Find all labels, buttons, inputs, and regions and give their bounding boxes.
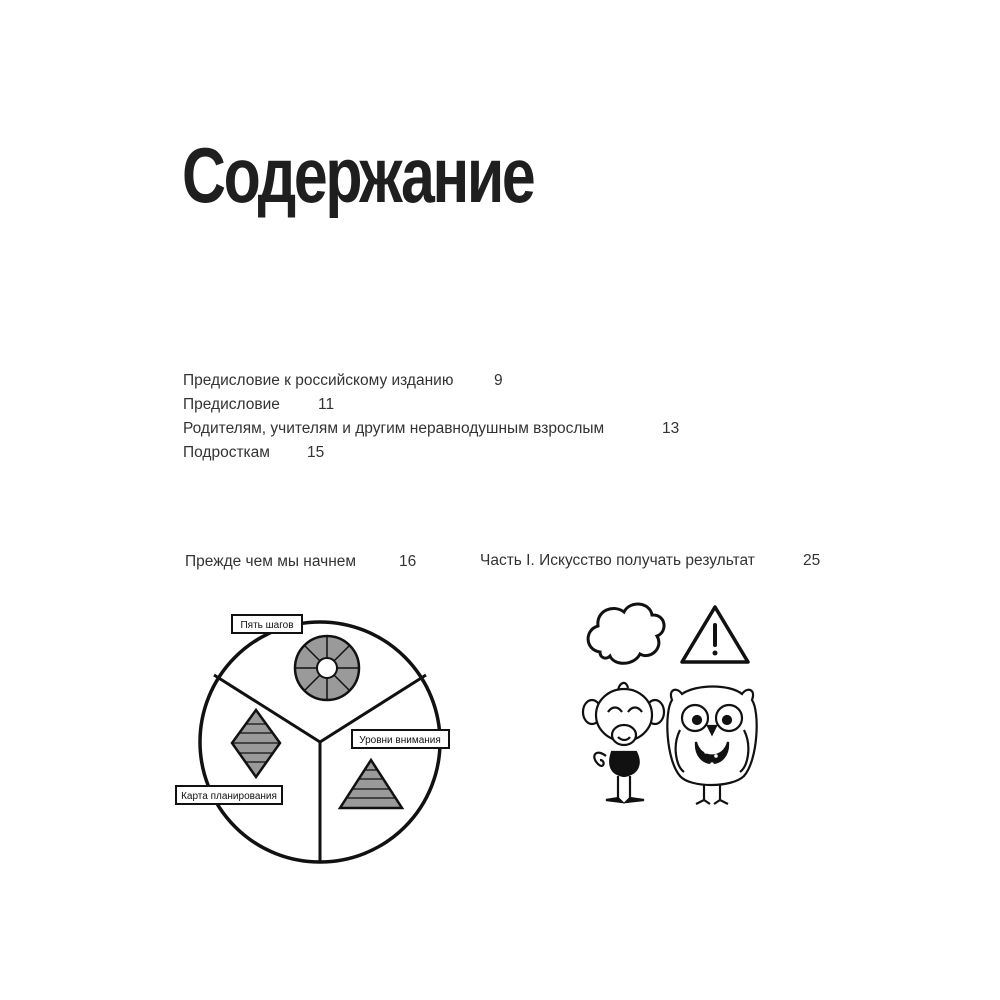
- warning-triangle-icon: [682, 607, 748, 662]
- section-entry-page: 25: [803, 552, 821, 569]
- page-title: Содержание: [182, 131, 534, 219]
- toc-entry-page: 13: [662, 420, 680, 437]
- three-part-circle-diagram: [176, 615, 449, 862]
- monkey-character-icon: [583, 683, 664, 802]
- five-steps-label: Пять шагов: [240, 620, 294, 631]
- toc-entry-text: Родителям, учителям и другим неравнодушным взрослым: [183, 420, 605, 437]
- toc-entry-text: Предисловие к российскому изданию: [183, 372, 454, 389]
- section-entry-page: 16: [399, 553, 417, 570]
- toc-entry-page: 15: [307, 444, 325, 461]
- toc-entry-text: Предисловие: [183, 396, 280, 413]
- owl-character-icon: [667, 687, 756, 805]
- planning-map-label: Карта планирования: [181, 791, 277, 802]
- toc-entry-page: 11: [318, 396, 335, 413]
- attention-levels-label: Уровни внимания: [359, 735, 441, 746]
- thought-cloud-icon: [588, 604, 664, 663]
- section-entry-text: Прежде чем мы начнем: [185, 553, 357, 570]
- section-entry-text: Часть I. Искусство получать результат: [480, 552, 755, 569]
- five-steps-donut-icon: [295, 636, 359, 700]
- toc-entry-page: 9: [494, 372, 503, 389]
- toc-entry-text: Подросткам: [183, 444, 270, 461]
